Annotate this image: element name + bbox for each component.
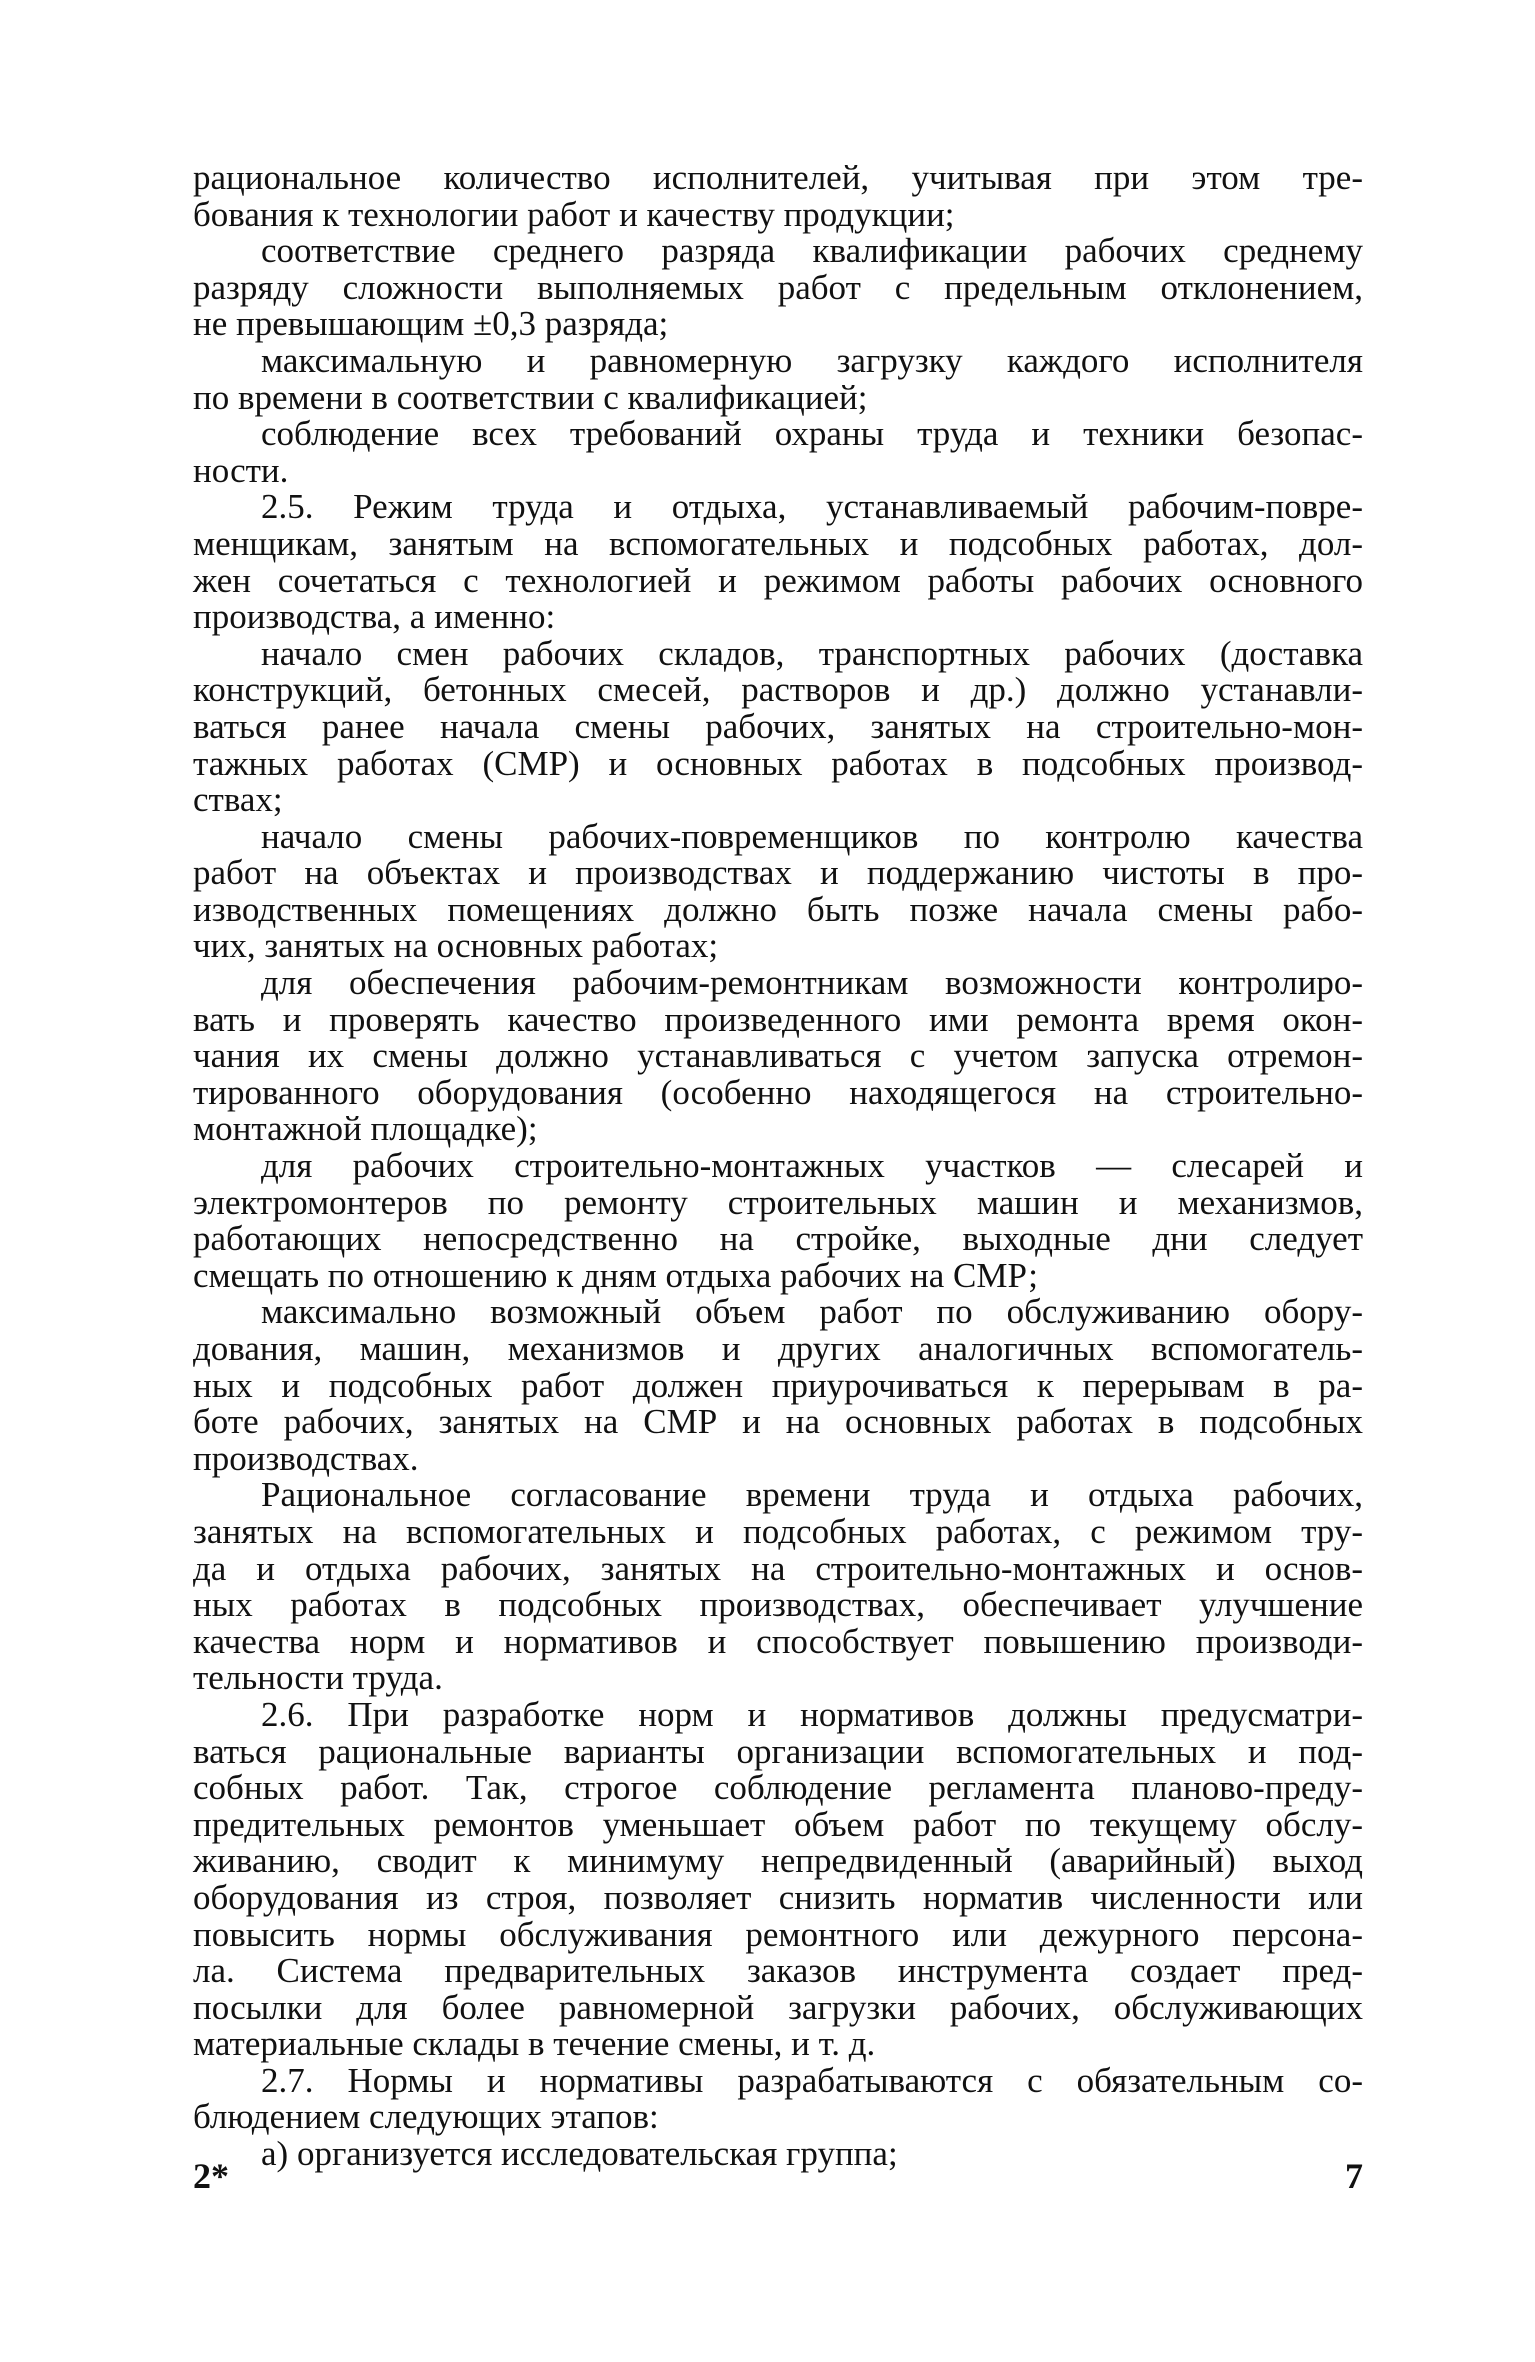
text-line: вать и проверять качество произведенного ими ремонта время окон- [193, 999, 1363, 1039]
paragraph [193, 416, 1363, 489]
text-line: разряду сложности выполняемых работ с предельным отклонением, [193, 267, 1363, 307]
text-line: монтажной площадке); [193, 1109, 538, 1149]
paragraph [193, 965, 1363, 1148]
text-line: рациональное количество исполнителей, учитывая при этом тре- [193, 158, 1363, 197]
signature-mark: 2* [193, 2156, 229, 2196]
text-line: 2.7. Нормы и нормативы разрабатываются с обязательным со- [261, 2060, 1363, 2100]
text-line: ла. Система предварительных заказов инструмента создает пред- [193, 1951, 1363, 1991]
text-line: а) организуется исследовательская группа; [261, 2134, 898, 2174]
text-line: качества норм и нормативов и способствует повышению производи- [193, 1621, 1363, 1661]
text-line: не превышающим ±0,3 разряда; [193, 304, 669, 344]
text-line: тажных работах (СМР) и основных работах в подсобных производ- [193, 743, 1363, 783]
text-line: начало смены рабочих-повременщиков по контролю качества [261, 816, 1363, 856]
paragraph [193, 489, 1363, 635]
text-line: ности. [193, 450, 289, 490]
text-line: производствах. [193, 1438, 419, 1478]
text-line: посылки для более равномерной загрузки рабочих, обслуживающих [193, 1987, 1363, 2027]
text-line: 2.6. При разработке норм и нормативов должны предусматри- [261, 1694, 1363, 1734]
text-line: жен сочетаться с технологией и режимом работы рабочих основного [193, 560, 1363, 600]
text-line: боте рабочих, занятых на СМР и на основных работах в подсобных [193, 1402, 1363, 1442]
text-line: для рабочих строительно-монтажных участков — слесарей и [261, 1146, 1363, 1186]
text-line: максимально возможный объем работ по обслуживанию обору- [261, 1292, 1363, 1332]
text-line: начало смен рабочих складов, транспортных рабочих (доставка [261, 633, 1363, 673]
text-line: максимальную и равномерную загрузку каждого исполнителя [261, 340, 1363, 380]
text-line: ных и подсобных работ должен приурочиваться к перерывам в ра- [193, 1365, 1363, 1405]
text-line: ваться ранее начала смены рабочих, занятых на строительно-мон- [193, 706, 1363, 746]
text-line: смещать по отношению к дням отдыха рабочих на СМР; [193, 1255, 1038, 1295]
text-line: Рациональное согласование времени труда и отдыха рабочих, [261, 1475, 1363, 1515]
paragraph [193, 1294, 1363, 1477]
text-line: да и отдыха рабочих, занятых на строительно-монтажных и основ- [193, 1548, 1363, 1588]
text-line: чих, занятых на основных работах; [193, 926, 719, 966]
paragraph [193, 233, 1363, 343]
text-line: электромонтеров по ремонту строительных машин и механизмов, [193, 1182, 1363, 1222]
text-line: бования к технологии работ и качеству продукции; [193, 194, 955, 234]
text-line: занятых на вспомогательных и подсобных работах, с режимом тру- [193, 1511, 1363, 1551]
text-line: конструкций, бетонных смесей, растворов и др.) должно устанавли- [193, 670, 1363, 710]
paragraph [193, 816, 1363, 966]
text-line: ствах; [193, 780, 283, 820]
text-line: 2.5. Режим труда и отдыха, устанавливаемый рабочим-повре- [261, 487, 1363, 527]
text-line: менщикам, занятым на вспомогательных и подсобных работах, дол- [193, 523, 1363, 563]
paragraph [193, 340, 1363, 417]
text-line: для обеспечения рабочим-ремонтникам возможности контролиро- [261, 963, 1363, 1003]
text-line: живанию, сводит к минимуму непредвиденный (аварийный) выход [193, 1841, 1363, 1881]
paragraph [193, 1477, 1363, 1697]
paragraph [193, 160, 1363, 233]
text-line: работающих непосредственно на стройке, выходные дни следует [193, 1219, 1363, 1259]
text-line: блюдением следующих этапов: [193, 2097, 659, 2137]
text-line: изводственных помещениях должно быть позже начала смены рабо- [193, 889, 1363, 929]
page-footer [193, 2155, 1363, 2205]
paragraph [193, 1148, 1363, 1294]
text-line: соответствие среднего разряда квалификации рабочих среднему [261, 231, 1363, 271]
text-line: повысить нормы обслуживания ремонтного или дежурного персона- [193, 1914, 1363, 1954]
text-line: работ на объектах и производствах и поддержанию чистоты в про- [193, 853, 1363, 893]
text-line: чания их смены должно устанавливаться с учетом запуска отремон- [193, 1036, 1363, 1076]
text-line: соблюдение всех требований охраны труда и техники безопас- [261, 414, 1363, 454]
paragraph [193, 1694, 1363, 2064]
text-line: материальные склады в течение смены, и т. д. [193, 2024, 876, 2064]
text-line: по времени в соответствии с квалификацией; [193, 377, 868, 417]
text-line: собных работ. Так, строгое соблюдение регламента планово-преду- [193, 1768, 1363, 1808]
page-number: 7 [1345, 2156, 1363, 2196]
text-line: предительных ремонтов уменьшает объем работ по текущему обслу- [193, 1804, 1363, 1844]
text-line: тельности труда. [193, 1658, 443, 1698]
text-line: дования, машин, механизмов и других аналогичных вспомогатель- [193, 1329, 1363, 1368]
text-line: производства, а именно: [193, 597, 556, 637]
paragraph [193, 2060, 1363, 2137]
text-line: тированного оборудования (особенно находящегося на строительно- [193, 1072, 1363, 1112]
text-line: оборудования из строя, позволяет снизить норматив численности или [193, 1877, 1363, 1917]
text-line: ваться рациональные варианты организации вспомогательных и под- [193, 1731, 1363, 1771]
paragraph [193, 633, 1363, 820]
body-text [193, 160, 1363, 2173]
text-line: ных работах в подсобных производствах, обеспечивает улучшение [193, 1585, 1363, 1625]
